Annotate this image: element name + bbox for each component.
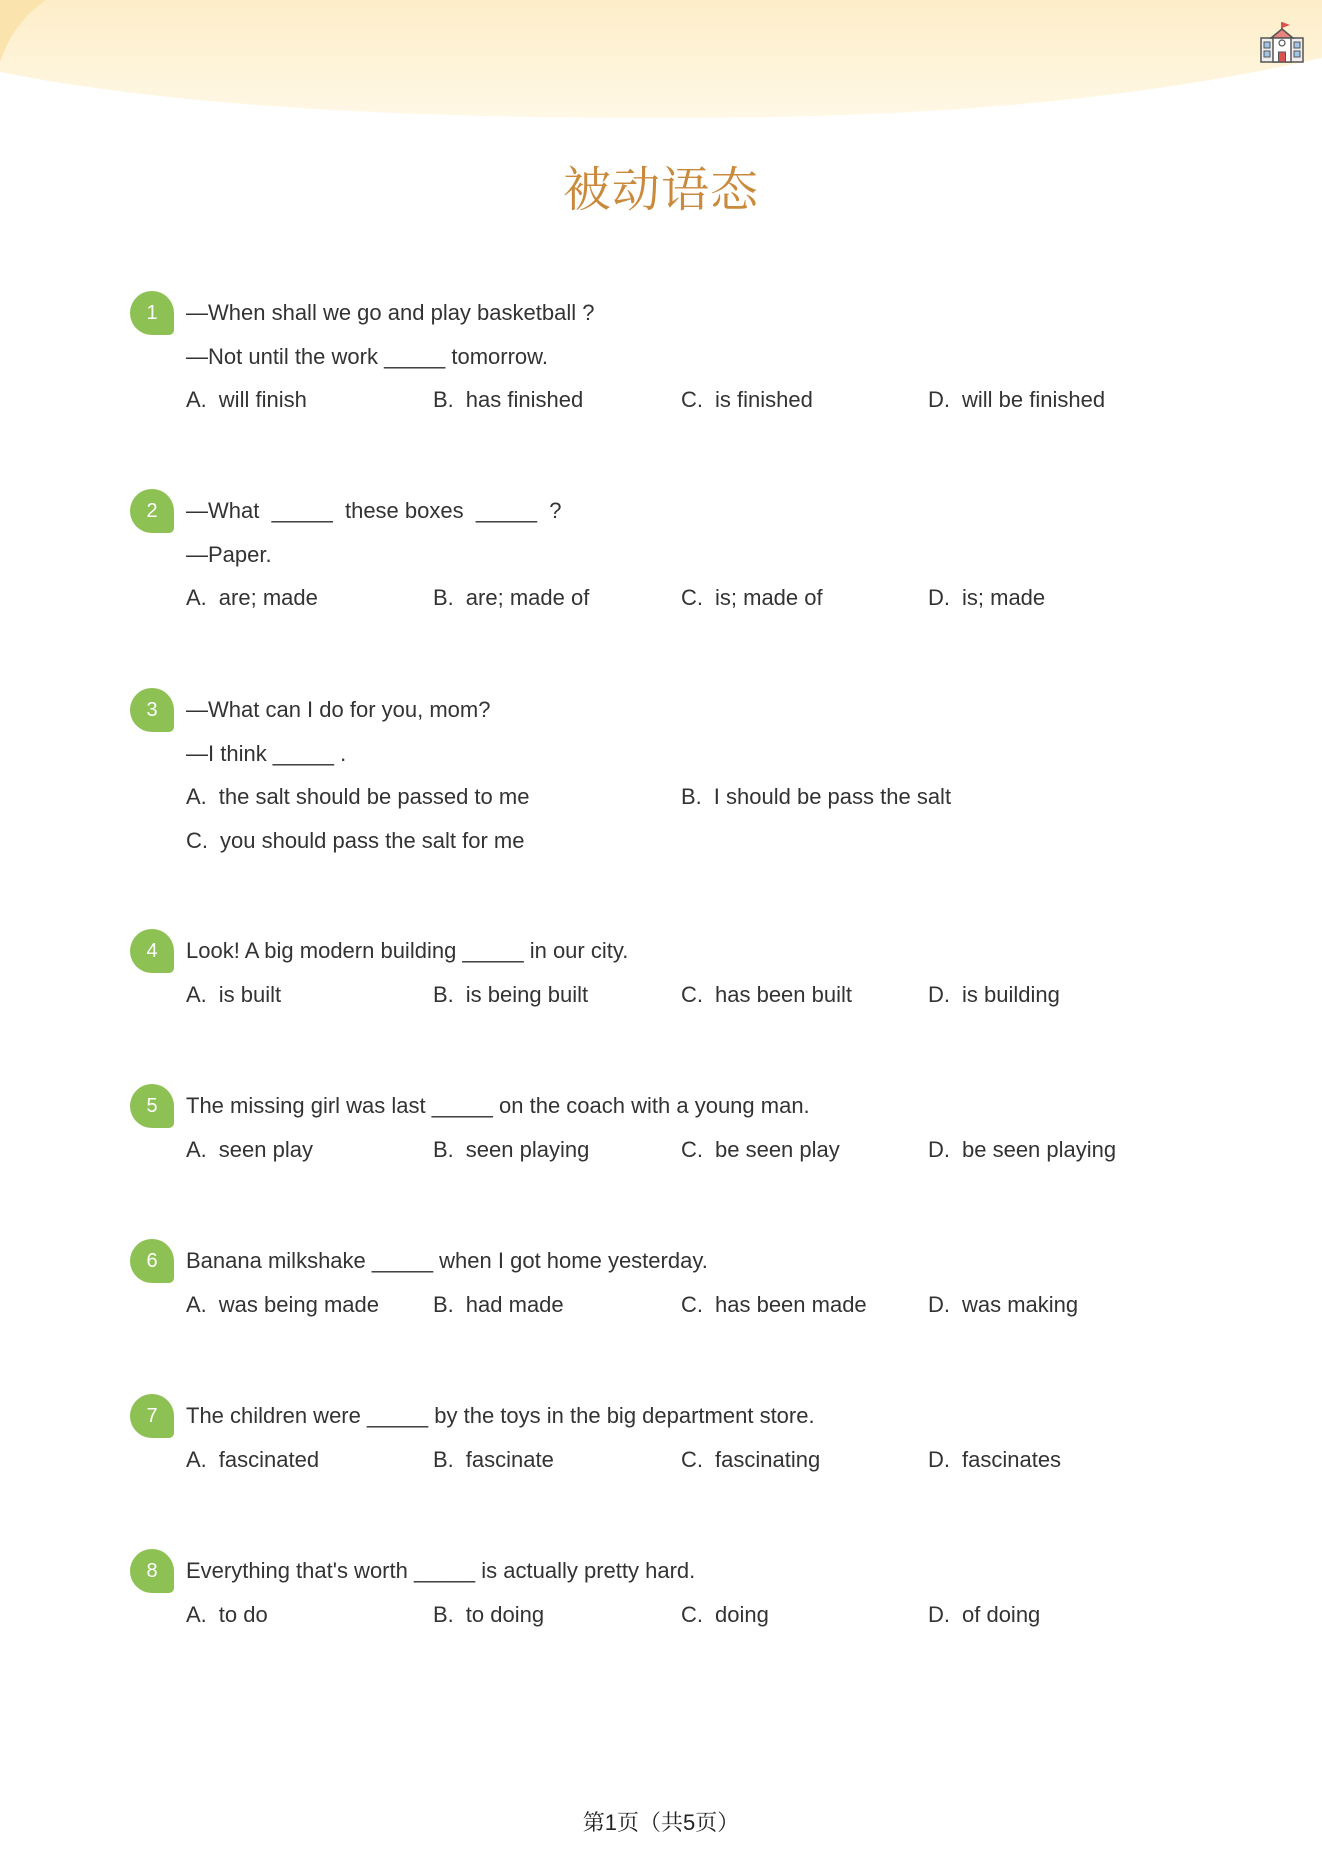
option-letter: A. <box>186 784 207 809</box>
option-letter: C. <box>681 981 703 1007</box>
page-title: 被动语态 <box>562 164 759 217</box>
option-c <box>681 1438 928 1482</box>
option-letter: D. <box>928 1136 950 1162</box>
question-number-badge <box>130 688 174 732</box>
answer-options <box>186 775 1322 862</box>
option-text: are; made <box>218 585 318 610</box>
question-number-badge <box>130 1549 174 1593</box>
option-text: is; made <box>962 585 1046 610</box>
option-b <box>433 1438 681 1482</box>
option-text: fascinate <box>465 1446 554 1472</box>
option-text: is building <box>962 981 1060 1007</box>
stem-line: The children were _____ by the toys in the big department store. <box>186 1403 815 1428</box>
option-text: to do <box>218 1601 268 1627</box>
option-letter: B. <box>433 1291 454 1317</box>
option-text: had made <box>465 1291 564 1317</box>
option-text: the salt should be passed to me <box>218 784 530 809</box>
option-letter: D. <box>928 1601 950 1627</box>
question-stem <box>186 1084 1322 1128</box>
question-number: 2 <box>146 500 158 522</box>
stem-line: —I think _____ . <box>186 740 347 766</box>
option-letter: D. <box>928 981 950 1007</box>
option-text: is finished <box>715 387 813 412</box>
stem-line: —Paper. <box>186 541 272 567</box>
option-letter: B. <box>433 387 454 412</box>
question-number: 8 <box>146 1560 158 1582</box>
answer-options <box>186 1438 1322 1482</box>
option-a <box>186 973 433 1017</box>
option-text: was making <box>962 1291 1079 1317</box>
option-text: has finished <box>465 387 584 412</box>
stem-line: —When shall we go and play basketball ? <box>186 300 595 325</box>
question-number: 4 <box>146 940 158 962</box>
option-text: of doing <box>962 1601 1041 1627</box>
option-letter: A. <box>186 1601 207 1627</box>
option-c <box>681 973 928 1017</box>
question-stem <box>186 1239 1322 1283</box>
question-stem <box>186 929 1322 973</box>
option-c <box>681 1283 928 1327</box>
option-c <box>681 1128 928 1172</box>
question-number: 5 <box>146 1095 158 1117</box>
answer-options <box>186 378 1322 422</box>
option-b <box>433 1593 681 1637</box>
option-letter: A. <box>186 1136 207 1162</box>
option-b <box>433 378 681 422</box>
option-letter: B. <box>433 1601 454 1627</box>
stem-line: Banana milkshake _____ when I got home yesterday. <box>186 1248 708 1273</box>
option-text: be seen play <box>715 1136 840 1162</box>
option-d <box>928 576 1188 620</box>
option-d <box>928 1438 1188 1482</box>
option-a <box>186 1128 433 1172</box>
option-letter: C. <box>681 387 703 412</box>
question-3 <box>0 688 1322 862</box>
page-number-footer: 第1页（共5页） <box>582 1810 740 1835</box>
option-letter: C. <box>681 1136 703 1162</box>
answer-options <box>186 973 1322 1017</box>
stem-line: Look! A big modern building _____ in our city. <box>186 938 629 963</box>
question-number-badge <box>130 929 174 973</box>
option-text: to doing <box>465 1601 545 1627</box>
option-text: are; made of <box>465 585 590 610</box>
option-letter: A. <box>186 387 207 412</box>
option-text: seen play <box>218 1136 313 1162</box>
question-number-badge <box>130 1239 174 1283</box>
option-a <box>186 378 433 422</box>
answer-options <box>186 1283 1322 1327</box>
option-letter: B. <box>681 784 702 809</box>
option-text: you should pass the salt for me <box>220 827 525 853</box>
option-text: will finish <box>218 387 307 412</box>
option-letter: B. <box>433 1446 454 1472</box>
option-a <box>186 775 681 819</box>
question-number: 6 <box>146 1250 158 1272</box>
option-text: is being built <box>465 981 589 1007</box>
option-b <box>433 1283 681 1327</box>
option-letter: D. <box>928 1446 950 1472</box>
option-text: fascinating <box>715 1446 821 1472</box>
option-text: was being made <box>218 1291 380 1317</box>
option-c <box>681 576 928 620</box>
option-text: seen playing <box>465 1136 590 1162</box>
option-text: has been built <box>715 981 852 1007</box>
school-building-icon <box>1259 20 1305 64</box>
question-number-badge <box>130 291 174 335</box>
option-letter: A. <box>186 585 207 610</box>
option-letter: B. <box>433 585 454 610</box>
option-text: fascinated <box>218 1446 320 1472</box>
answer-options <box>186 1593 1322 1637</box>
option-letter: A. <box>186 1291 207 1317</box>
stem-line: —Not until the work _____ tomorrow. <box>186 343 548 369</box>
option-c <box>681 378 928 422</box>
option-b <box>433 1128 681 1172</box>
question-stem <box>186 1394 1322 1438</box>
question-stem <box>186 489 1322 576</box>
question-5 <box>0 1084 1322 1171</box>
option-letter: C. <box>681 585 703 610</box>
option-text: is; made of <box>715 585 823 610</box>
question-stem <box>186 1549 1322 1593</box>
option-letter: D. <box>928 387 950 412</box>
question-2 <box>0 489 1322 620</box>
question-stem <box>186 688 1322 775</box>
option-a <box>186 576 433 620</box>
option-letter: D. <box>928 585 950 610</box>
question-number: 1 <box>146 302 158 324</box>
option-text: I should be pass the salt <box>713 784 952 809</box>
option-text: be seen playing <box>962 1136 1117 1162</box>
option-a <box>186 1438 433 1482</box>
option-letter: B. <box>433 1136 454 1162</box>
question-number: 7 <box>146 1405 158 1427</box>
question-6 <box>0 1239 1322 1326</box>
option-b <box>433 973 681 1017</box>
option-d <box>928 1128 1188 1172</box>
stem-line: —What _____ these boxes _____ ? <box>186 498 562 523</box>
stem-line: The missing girl was last _____ on the coach with a young man. <box>186 1093 810 1118</box>
option-text: fascinates <box>962 1446 1062 1472</box>
question-number-badge <box>130 1394 174 1438</box>
question-number-badge <box>130 1084 174 1128</box>
option-letter: D. <box>928 1291 950 1317</box>
option-d <box>928 1283 1188 1327</box>
option-text: doing <box>715 1601 769 1627</box>
stem-line: —What can I do for you, mom? <box>186 697 491 722</box>
option-b <box>433 576 681 620</box>
option-d <box>928 973 1188 1017</box>
option-a <box>186 1283 433 1327</box>
option-letter: C. <box>681 1601 703 1627</box>
option-c <box>186 819 681 863</box>
option-d <box>928 1593 1188 1637</box>
question-stem <box>186 291 1322 378</box>
option-letter: B. <box>433 981 454 1007</box>
header-band <box>0 0 1322 130</box>
option-text: will be finished <box>962 387 1106 412</box>
option-letter: A. <box>186 981 207 1007</box>
option-letter: A. <box>186 1446 207 1472</box>
option-letter: C. <box>681 1446 703 1472</box>
option-d <box>928 378 1188 422</box>
option-letter: C. <box>186 827 208 853</box>
option-a <box>186 1593 433 1637</box>
option-b <box>681 775 1188 819</box>
option-letter: C. <box>681 1291 703 1317</box>
option-text: is built <box>218 981 282 1007</box>
option-c <box>681 1593 928 1637</box>
question-8 <box>0 1549 1322 1636</box>
answer-options <box>186 576 1322 620</box>
question-number: 3 <box>146 699 158 721</box>
question-1 <box>0 291 1322 422</box>
option-text: has been made <box>715 1291 867 1317</box>
question-number-badge <box>130 489 174 533</box>
answer-options <box>186 1128 1322 1172</box>
stem-line: Everything that's worth _____ is actually pretty hard. <box>186 1558 696 1583</box>
question-7 <box>0 1394 1322 1481</box>
question-4 <box>0 929 1322 1016</box>
